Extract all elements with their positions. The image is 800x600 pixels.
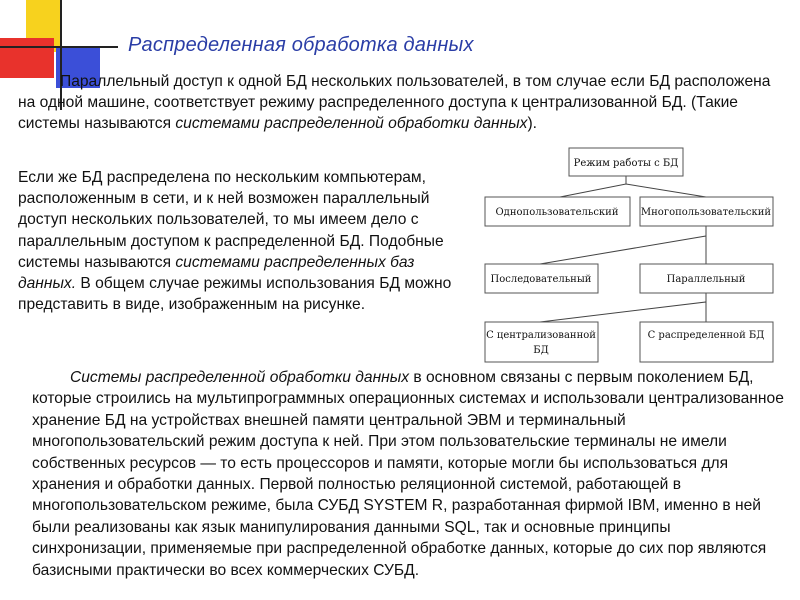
node-root-label: Режим работы с БД	[573, 158, 679, 169]
decor-horizontal-line	[0, 46, 118, 48]
paragraph-first-generation	[32, 367, 784, 581]
p2-text: Если же БД распределена по нескольким компьютерам, расположенным в сети, и к ней возможен параллельный доступ нескольких пользователей, то мы имеем дело с параллельным доступом к распределенной БД. Подобные системы называются	[18, 169, 444, 271]
p3-text: в основном связаны с первым поколением БД, которые строились на мультипрограммных операционных системах и использовали централизованное хранение БД на устройствах внешней памяти центральной ЭВМ и терминальный многопользовательский режим доступа к ней. При этом пользовательские терминалы не имели собственных ресурсов — то есть процессоров и памяти, которые могли бы использоваться для хранения и обработки данных. Первой полностью реляционной системой, работающей в многопользовательском режиме, была СУБД SYSTEM R, разработанная фирмой IBM, именно в ней были реализованы как язык манипулирования данными SQL, так и основные принципы синхронизации, применяемые при распределенной обработке данных, которые до сих пор являются базисными практически во всех коммерческих СУБД.	[32, 369, 784, 579]
p1-closing: ).	[527, 115, 537, 133]
p2-closing: В общем случае режимы использования БД можно представить в виде, изображенным на рисунке.	[18, 275, 452, 314]
p1-text: Параллельный доступ к одной БД нескольких пользователей, в том случае если БД расположена на одной машине, соответствует режиму распределенного доступа к централизованной БД. (Такие системы называются	[18, 73, 771, 133]
slide-title: Распределенная обработка данных	[128, 34, 474, 56]
node-centralized-label-2: БД	[533, 345, 549, 356]
node-parallel-label: Параллельный	[666, 274, 746, 285]
p1-emphasis: системами распределенной обработки данных	[175, 115, 528, 133]
edge-parallel-split	[540, 293, 706, 322]
node-root	[569, 148, 683, 176]
node-sequential-label: Последовательный	[490, 274, 592, 285]
db-modes-diagram	[480, 142, 780, 367]
node-distributed-label: С распределенной БД	[647, 330, 765, 341]
node-parallel	[640, 264, 773, 293]
node-sequential	[485, 264, 598, 293]
edge-root-split	[560, 176, 706, 197]
paragraph-distributed-db	[18, 167, 458, 315]
node-multi-user	[640, 197, 773, 226]
edge-multi-split	[540, 226, 706, 264]
p3-emphasis: Системы распределенной обработки данных	[70, 369, 410, 386]
node-centralized	[485, 322, 598, 362]
paragraph-centralized-access	[18, 71, 788, 135]
node-centralized-label-1: С централизованной	[486, 330, 596, 341]
node-single-user-label: Однопользовательский	[495, 207, 619, 218]
node-single-user	[485, 197, 630, 226]
p2-emphasis: системами распределенных баз данных.	[18, 253, 415, 293]
node-distributed	[640, 322, 773, 362]
node-multi-user-label: Многопользовательский	[640, 207, 772, 218]
